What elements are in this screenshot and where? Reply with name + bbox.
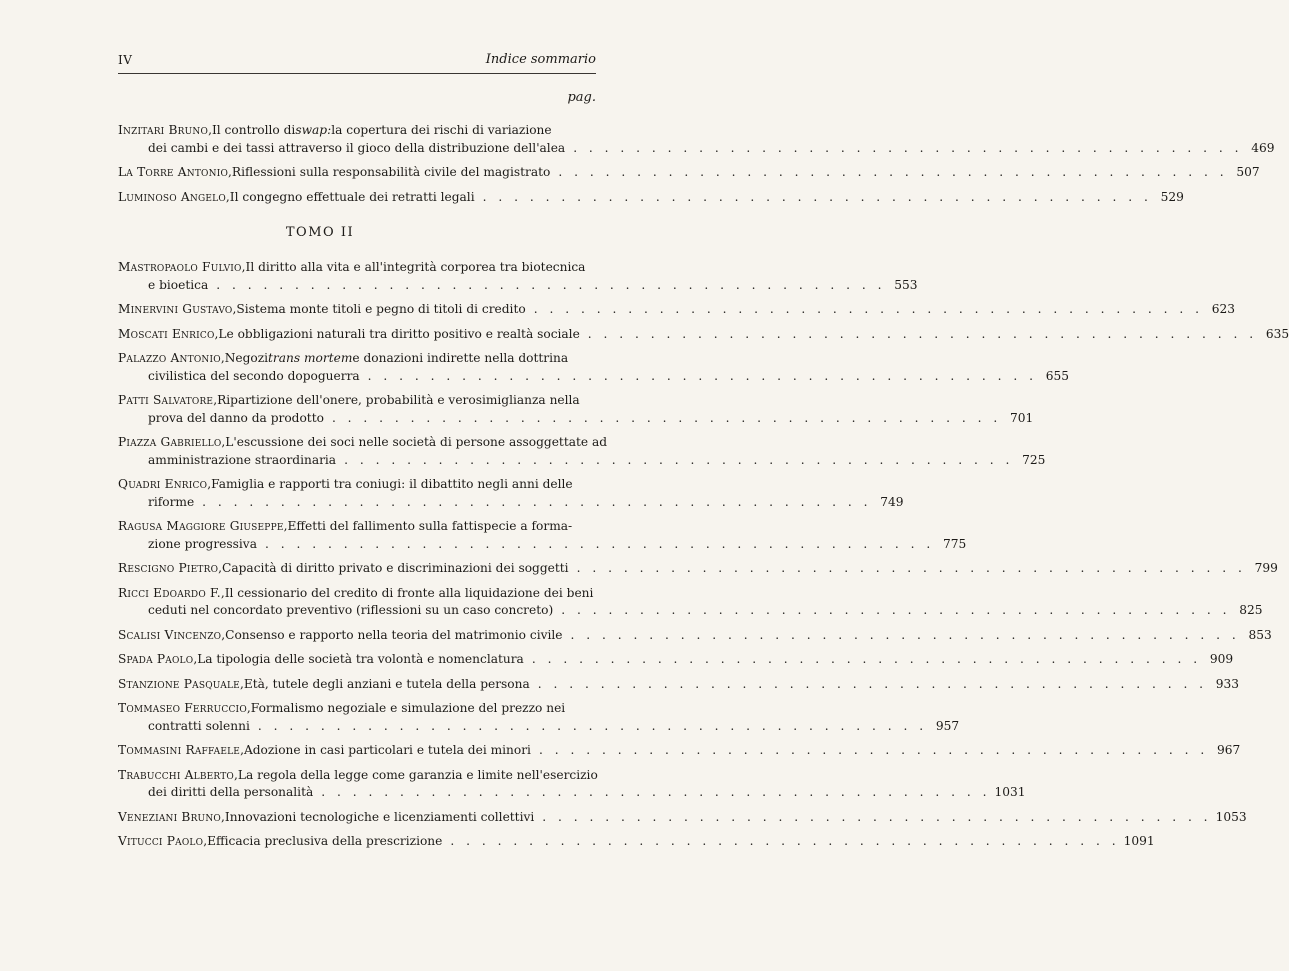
- entry-page-number: 725: [1022, 452, 1046, 467]
- entry-author: Ricci Edoardo F.: [118, 585, 221, 600]
- entry-author: Tommaseo Ferruccio: [118, 701, 247, 715]
- entry-author: Veneziani Bruno: [118, 809, 221, 824]
- entry-line: Scalisi Vincenzo , Consenso e rapporto nella teoria del matrimonio civile . . . 853: [118, 627, 596, 645]
- pag-column-label: pag.: [567, 90, 596, 105]
- index-entry: [118, 518, 967, 553]
- entry-title: Innovazioni tecnologiche e licenziamenti collettivi: [224, 809, 535, 824]
- dot-leader: [336, 452, 1013, 470]
- entry-author: Minervini Gustavo: [118, 302, 233, 316]
- entry-line: Rescigno Pietro , Capacità di diritto privato e discriminazioni dei soggetti . . . 799: [118, 560, 596, 578]
- entry-title-part: e donazioni indirette nella dottrina: [352, 351, 569, 365]
- index-entry: [118, 326, 1289, 344]
- entry-line: Mastropaolo Fulvio , Il diritto alla vita e all'integrità corporea tra biotecnica: [118, 259, 596, 277]
- dot-leader: [534, 809, 1211, 827]
- index-entry: [118, 700, 960, 735]
- entry-title-continued: civilistica del secondo dopoguerra: [148, 368, 360, 383]
- dot-leader: [360, 368, 1037, 386]
- entry-line: Quadri Enrico , Famiglia e rapporti tra coniugi: il dibattito negli anni delle: [118, 476, 596, 494]
- entry-title: Capacità di diritto privato e discriminazioni dei soggetti: [222, 561, 569, 575]
- dot-leader: [194, 494, 871, 512]
- index-entry: [118, 651, 1234, 669]
- entry-line: Vitucci Paolo , Efficacia preclusiva della prescrizione . . . 1091: [118, 833, 596, 851]
- entry-title: Efficacia preclusiva della prescrizione: [207, 834, 443, 848]
- entry-line-continued: [118, 452, 1046, 470]
- entry-line: Patti Salvatore , Ripartizione dell'onere, probabilità e verosimiglianza nella: [118, 392, 596, 410]
- index-entry: [118, 585, 1263, 620]
- entry-page-number: 701: [1009, 410, 1034, 425]
- entry-title: Il cessionario del credito di fronte alla liquidazione dei beni: [224, 585, 594, 600]
- entry-line: Veneziani Bruno , Innovazioni tecnologiche e licenziamenti collettivi . . . 1053: [118, 809, 596, 827]
- dot-leader: [569, 560, 1246, 578]
- index-entry: [118, 434, 1046, 469]
- entry-title-continued: dei diritti della personalità: [148, 785, 314, 799]
- dot-leader: [526, 301, 1203, 319]
- entry-title-part: la copertura dei rischi di variazione: [331, 123, 552, 137]
- entry-line: Minervini Gustavo , Sistema monte titoli e pegno di titoli di credito . . . 623: [118, 301, 596, 319]
- entry-author: Palazzo Antonio: [118, 351, 221, 365]
- entry-title: Il congegno effettuale dei retratti legali: [229, 189, 475, 204]
- entry-page-number: 469: [1251, 140, 1275, 155]
- entry-title-continued: zione progressiva: [148, 536, 257, 551]
- entry-title: Riflessioni sulla responsabilità civile del magistrato: [231, 165, 551, 179]
- dot-leader: [524, 651, 1201, 669]
- entry-line: Stanzione Pasquale , Età, tutele degli anziani e tutela della persona . . . 933: [118, 676, 596, 694]
- entry-title: Età, tutele degli anziani e tutela della persona: [243, 676, 530, 691]
- index-entry: [118, 476, 904, 511]
- entry-page-number: 553: [894, 277, 918, 292]
- entry-author: Piazza Gabriello: [118, 435, 222, 449]
- entry-page-number: 825: [1239, 603, 1263, 617]
- entry-page-number: 655: [1045, 368, 1069, 383]
- index-entry: [118, 164, 1260, 182]
- dot-leader: [208, 277, 885, 295]
- entry-title: L'escussione dei soci nelle società di persone assoggettate ad: [225, 435, 608, 449]
- entry-page-number: 1053: [1215, 809, 1247, 824]
- entry-title-part: Negozi: [224, 351, 269, 365]
- entry-title: Consenso e rapporto nella teoria del matrimonio civile: [225, 627, 563, 642]
- entry-author: Spada Paolo: [118, 652, 194, 666]
- entry-line: Palazzo Antonio , Negozi trans mortem e donazioni indirette nella dottrina: [118, 350, 596, 368]
- dot-leader: [553, 602, 1230, 620]
- entry-title: Ripartizione dell'onere, probabilità e verosimiglianza nella: [217, 393, 580, 407]
- entry-author: Tommasini Raffaele: [118, 743, 241, 757]
- entry-author: Mastropaolo Fulvio: [118, 260, 242, 274]
- entry-title: La regola della legge come garanzia e limite nell'esercizio: [237, 767, 598, 782]
- dot-leader: [563, 627, 1240, 645]
- index-entry: [118, 350, 1069, 385]
- index-entry: [118, 301, 1235, 319]
- entry-line-continued: [118, 536, 967, 554]
- entry-title-continued: riforme: [148, 494, 195, 509]
- index-entry: [118, 189, 1184, 207]
- dot-leader: [550, 164, 1227, 182]
- entry-line-continued: [118, 784, 1026, 802]
- entry-title: Adozione in casi particolari e tutela dei minori: [243, 743, 531, 757]
- entry-line: Luminoso Angelo , Il congegno effettuale dei retratti legali . . . 529: [118, 189, 596, 207]
- index-entry: [118, 676, 1240, 694]
- entry-author: Trabucchi Alberto: [118, 767, 235, 782]
- index-entry: [118, 742, 1241, 760]
- entry-author: Vitucci Paolo: [118, 834, 204, 848]
- entry-title-continued: ceduti nel concordato preventivo (riflessioni su un caso concreto): [148, 603, 554, 617]
- entry-line-continued: [118, 140, 1275, 158]
- entry-title-italic: swap:: [295, 123, 332, 137]
- index-entry: [118, 259, 918, 294]
- entry-page-number: 1031: [994, 785, 1026, 799]
- tomo-heading: TOMO II: [285, 225, 355, 240]
- running-title: Indice sommario: [485, 52, 596, 67]
- entry-page-number: 635: [1265, 326, 1289, 341]
- entry-title: Famiglia e rapporti tra coniugi: il dibattito negli anni delle: [211, 477, 573, 491]
- index-entry: [118, 767, 1026, 802]
- entry-line: Tommasini Raffaele , Adozione in casi particolari e tutela dei minori . . . 967: [118, 742, 596, 760]
- index-entry: [118, 560, 1278, 578]
- dot-leader: [475, 189, 1152, 207]
- entry-title-italic: trans mortem: [268, 351, 353, 365]
- dot-leader: [580, 326, 1257, 344]
- entry-page-number: 623: [1211, 302, 1235, 316]
- entry-author: La Torre Antonio: [118, 165, 229, 179]
- tomo-two-entries: [118, 259, 1289, 858]
- running-header: [118, 53, 596, 74]
- entry-title: Sistema monte titoli e pegno di titoli di credito: [236, 302, 526, 316]
- entry-page-number: 967: [1217, 743, 1241, 757]
- entry-author: Quadri Enrico: [118, 477, 208, 491]
- entry-line: Piazza Gabriello , L'escussione dei soci nelle società di persone assoggettate ad: [118, 434, 596, 452]
- entry-line-continued: [118, 410, 1034, 428]
- dot-leader: [324, 410, 1001, 428]
- entry-author: Luminoso Angelo: [118, 189, 226, 204]
- entry-page-number: 853: [1248, 627, 1272, 642]
- index-entry: [118, 392, 1034, 427]
- entry-title: Le obbligazioni naturali tra diritto positivo e realtà sociale: [218, 326, 580, 341]
- entry-page-number: 909: [1209, 652, 1234, 666]
- entry-line-continued: [118, 494, 904, 512]
- entry-title: Effetti del fallimento sulla fattispecie a forma-: [287, 519, 573, 533]
- entry-page-number: 749: [880, 494, 904, 509]
- index-entry: [118, 122, 1275, 157]
- index-entry: [118, 809, 1247, 827]
- entry-author: Patti Salvatore: [118, 393, 214, 407]
- entry-line: Trabucchi Alberto , La regola della legge come garanzia e limite nell'esercizio: [118, 767, 596, 785]
- entry-line: Spada Paolo , La tipologia delle società tra volontà e nomenclatura . . . 909: [118, 651, 596, 669]
- entry-page-number: 933: [1215, 676, 1240, 691]
- entry-author: Rescigno Pietro: [118, 561, 219, 575]
- entry-title-continued: amministrazione straordinaria: [148, 452, 337, 467]
- entry-title-continued: contratti solenni: [148, 718, 250, 733]
- entry-title: La tipologia delle società tra volontà e nomenclatura: [197, 652, 524, 666]
- dot-leader: [257, 536, 934, 554]
- entry-line-continued: [118, 602, 1263, 620]
- page-number: IV: [118, 53, 133, 67]
- dot-leader: [313, 784, 990, 802]
- index-entry: [118, 833, 1155, 851]
- tomo-one-entries: [118, 122, 1275, 213]
- dot-leader: [442, 833, 1119, 851]
- entry-line-continued: [118, 718, 960, 736]
- entry-author: Inzitari Bruno: [118, 123, 209, 137]
- dot-leader: [531, 742, 1208, 760]
- entry-author: Moscati Enrico: [118, 326, 215, 341]
- dot-leader: [565, 140, 1242, 158]
- entry-line-continued: [118, 368, 1069, 386]
- entry-title: Il diritto alla vita e all'integrità corporea tra biotecnica: [245, 260, 586, 274]
- entry-line: La Torre Antonio , Riflessioni sulla responsabilità civile del magistrato . . . 507: [118, 164, 596, 182]
- entry-page-number: 1091: [1123, 834, 1155, 848]
- entry-line-continued: [118, 277, 918, 295]
- entry-title-continued: dei cambi e dei tassi attraverso il gioco della distribuzione dell'alea: [148, 140, 566, 155]
- entry-line: Ragusa Maggiore Giuseppe , Effetti del fallimento sulla fattispecie a forma-: [118, 518, 596, 536]
- index-entry: [118, 627, 1272, 645]
- dot-leader: [530, 676, 1207, 694]
- entry-title-part: Il controllo di: [211, 123, 296, 137]
- entry-page-number: 799: [1254, 561, 1278, 575]
- entry-author: Ragusa Maggiore Giuseppe: [118, 519, 284, 533]
- entry-title-continued: prova del danno da prodotto: [148, 410, 324, 425]
- entry-author: Scalisi Vincenzo: [118, 627, 222, 642]
- entry-author: Stanzione Pasquale: [118, 676, 240, 691]
- entry-page-number: 507: [1236, 165, 1260, 179]
- entry-line: Tommaseo Ferruccio , Formalismo negoziale e simulazione del prezzo nei: [118, 700, 596, 718]
- entry-page-number: 529: [1160, 189, 1184, 204]
- entry-line: Inzitari Bruno , Il controllo di swap: la copertura dei rischi di variazione: [118, 122, 596, 140]
- entry-page-number: 775: [943, 536, 967, 551]
- entry-title: Formalismo negoziale e simulazione del prezzo nei: [250, 701, 566, 715]
- entry-title-continued: e bioetica: [148, 277, 209, 292]
- entry-page-number: 957: [935, 718, 960, 733]
- entry-line: Moscati Enrico , Le obbligazioni naturali tra diritto positivo e realtà sociale . . . 635: [118, 326, 596, 344]
- entry-line: Ricci Edoardo F. , Il cessionario del credito di fronte alla liquidazione dei beni: [118, 585, 596, 603]
- dot-leader: [250, 718, 927, 736]
